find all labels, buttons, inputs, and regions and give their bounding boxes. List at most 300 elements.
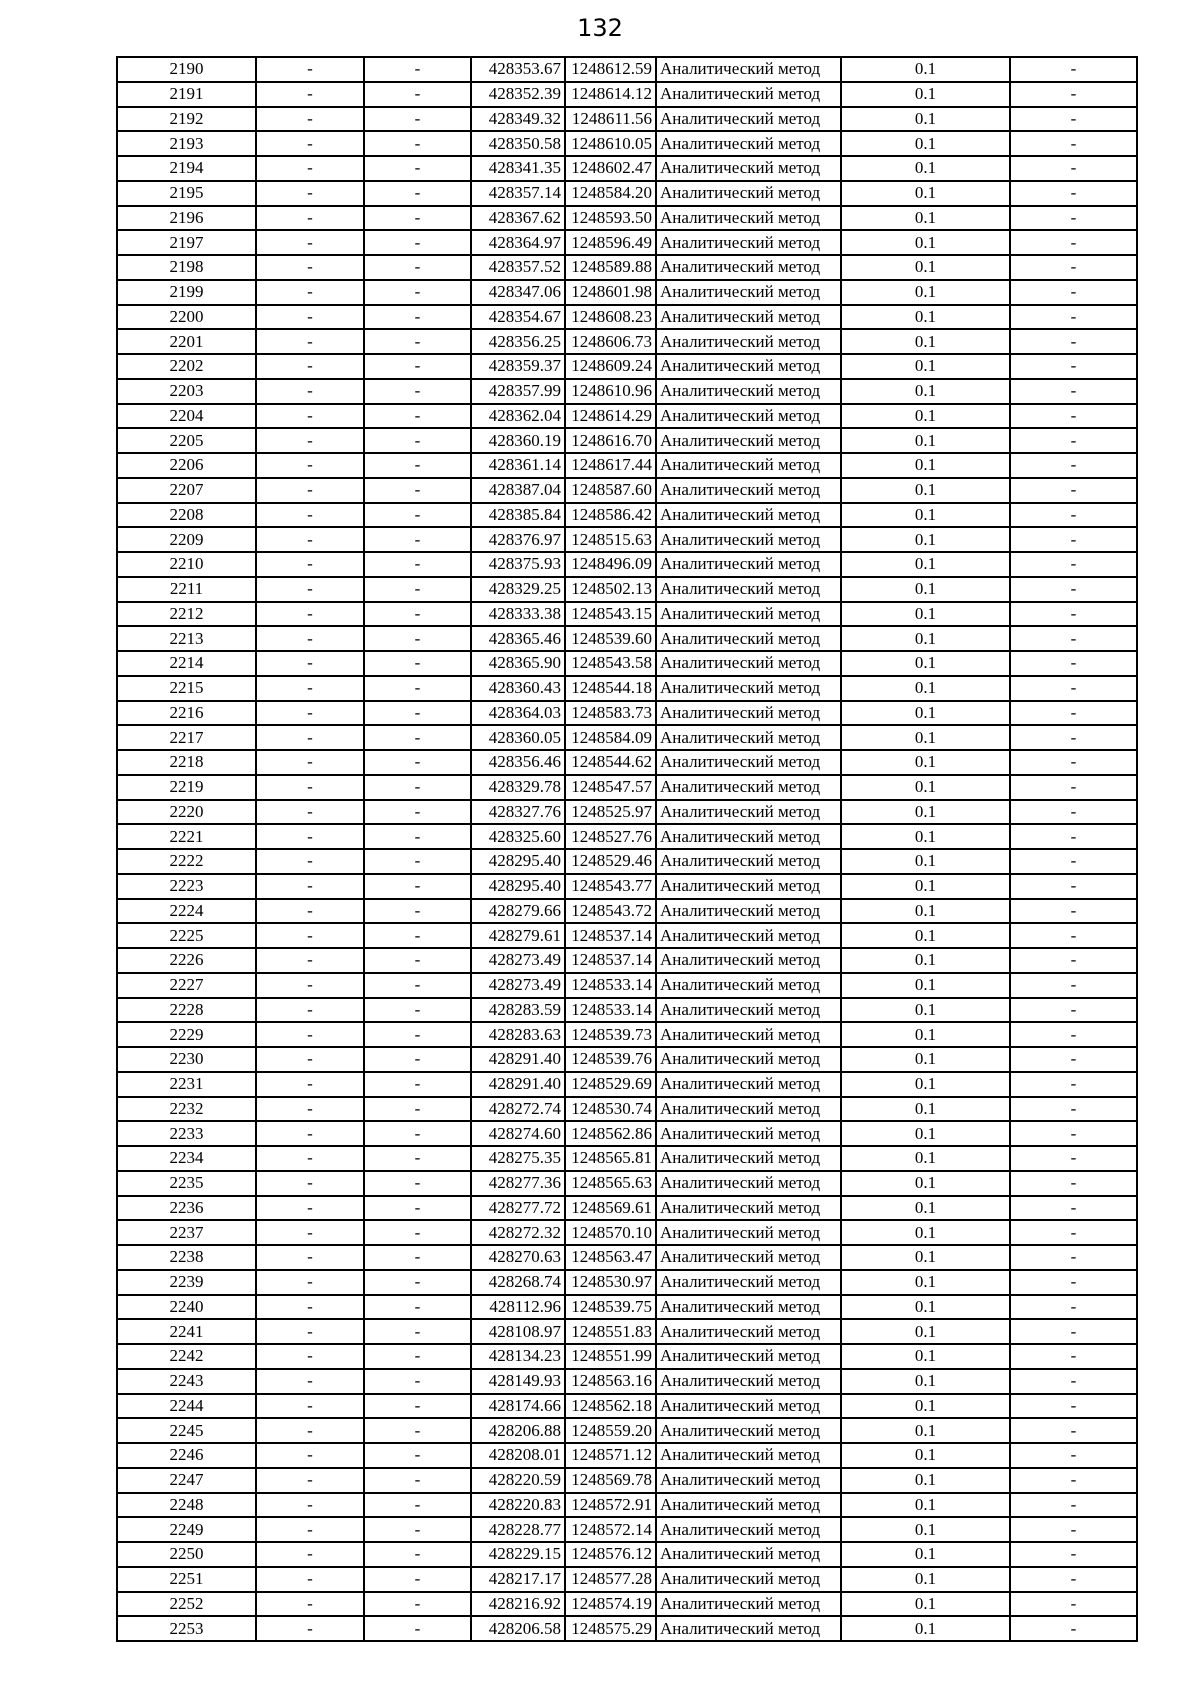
x-coordinate-cell: 428270.63: [471, 1245, 565, 1270]
cell-dash-3: -: [1010, 1517, 1137, 1542]
accuracy-cell: 0.1: [841, 181, 1010, 206]
cell-dash-3: -: [1010, 676, 1137, 701]
y-coordinate-cell: 1248533.14: [565, 973, 656, 998]
table-row: [117, 1344, 1137, 1369]
table-row: [117, 1121, 1137, 1146]
method-cell: Аналитический метод: [656, 849, 841, 874]
cell-dash-2: -: [364, 107, 471, 132]
table-row: [117, 899, 1137, 924]
accuracy-cell: 0.1: [841, 1146, 1010, 1171]
y-coordinate-cell: 1248551.83: [565, 1319, 656, 1344]
method-cell: Аналитический метод: [656, 874, 841, 899]
method-cell: Аналитический метод: [656, 1592, 841, 1617]
accuracy-cell: 0.1: [841, 280, 1010, 305]
accuracy-cell: 0.1: [841, 1270, 1010, 1295]
x-coordinate-cell: 428357.99: [471, 379, 565, 404]
table-row: [117, 280, 1137, 305]
x-coordinate-cell: 428375.93: [471, 552, 565, 577]
point-number-cell: 2232: [117, 1097, 256, 1122]
table-row: [117, 107, 1137, 132]
y-coordinate-cell: 1248569.78: [565, 1468, 656, 1493]
cell-dash-2: -: [364, 651, 471, 676]
y-coordinate-cell: 1248602.47: [565, 156, 656, 181]
cell-dash-3: -: [1010, 626, 1137, 651]
accuracy-cell: 0.1: [841, 824, 1010, 849]
method-cell: Аналитический метод: [656, 1072, 841, 1097]
x-coordinate-cell: 428359.37: [471, 354, 565, 379]
cell-dash-1: -: [256, 527, 364, 552]
x-coordinate-cell: 428365.46: [471, 626, 565, 651]
cell-dash-2: -: [364, 181, 471, 206]
method-cell: Аналитический метод: [656, 948, 841, 973]
table-row: [117, 1047, 1137, 1072]
table-row: [117, 676, 1137, 701]
x-coordinate-cell: 428325.60: [471, 824, 565, 849]
accuracy-cell: 0.1: [841, 156, 1010, 181]
cell-dash-3: -: [1010, 57, 1137, 82]
y-coordinate-cell: 1248543.77: [565, 874, 656, 899]
x-coordinate-cell: 428228.77: [471, 1517, 565, 1542]
method-cell: Аналитический метод: [656, 1146, 841, 1171]
cell-dash-3: -: [1010, 1220, 1137, 1245]
accuracy-cell: 0.1: [841, 354, 1010, 379]
cell-dash-3: -: [1010, 1493, 1137, 1518]
point-number-cell: 2224: [117, 899, 256, 924]
point-number-cell: 2225: [117, 923, 256, 948]
accuracy-cell: 0.1: [841, 1616, 1010, 1641]
method-cell: Аналитический метод: [656, 181, 841, 206]
cell-dash-1: -: [256, 280, 364, 305]
method-cell: Аналитический метод: [656, 478, 841, 503]
cell-dash-3: -: [1010, 156, 1137, 181]
cell-dash-2: -: [364, 923, 471, 948]
cell-dash-2: -: [364, 329, 471, 354]
cell-dash-1: -: [256, 923, 364, 948]
y-coordinate-cell: 1248537.14: [565, 948, 656, 973]
table-row: [117, 1468, 1137, 1493]
table-row: [117, 1319, 1137, 1344]
cell-dash-2: -: [364, 1171, 471, 1196]
x-coordinate-cell: 428352.39: [471, 82, 565, 107]
cell-dash-3: -: [1010, 923, 1137, 948]
table-row: [117, 1517, 1137, 1542]
y-coordinate-cell: 1248563.16: [565, 1369, 656, 1394]
cell-dash-2: -: [364, 478, 471, 503]
cell-dash-3: -: [1010, 701, 1137, 726]
cell-dash-1: -: [256, 230, 364, 255]
method-cell: Аналитический метод: [656, 1245, 841, 1270]
accuracy-cell: 0.1: [841, 1418, 1010, 1443]
point-number-cell: 2217: [117, 725, 256, 750]
table-row: [117, 1220, 1137, 1245]
x-coordinate-cell: 428206.88: [471, 1418, 565, 1443]
y-coordinate-cell: 1248611.56: [565, 107, 656, 132]
x-coordinate-cell: 428356.25: [471, 329, 565, 354]
method-cell: Аналитический метод: [656, 453, 841, 478]
method-cell: Аналитический метод: [656, 156, 841, 181]
x-coordinate-cell: 428275.35: [471, 1146, 565, 1171]
cell-dash-2: -: [364, 1344, 471, 1369]
x-coordinate-cell: 428274.60: [471, 1121, 565, 1146]
cell-dash-1: -: [256, 181, 364, 206]
y-coordinate-cell: 1248543.15: [565, 602, 656, 627]
accuracy-cell: 0.1: [841, 1369, 1010, 1394]
cell-dash-3: -: [1010, 998, 1137, 1023]
cell-dash-1: -: [256, 1567, 364, 1592]
y-coordinate-cell: 1248543.58: [565, 651, 656, 676]
cell-dash-3: -: [1010, 1072, 1137, 1097]
x-coordinate-cell: 428220.59: [471, 1468, 565, 1493]
page-number: 132: [577, 14, 623, 42]
cell-dash-3: -: [1010, 1542, 1137, 1567]
method-cell: Аналитический метод: [656, 107, 841, 132]
cell-dash-3: -: [1010, 255, 1137, 280]
point-number-cell: 2210: [117, 552, 256, 577]
x-coordinate-cell: 428149.93: [471, 1369, 565, 1394]
table-row: [117, 428, 1137, 453]
table-row: [117, 1245, 1137, 1270]
accuracy-cell: 0.1: [841, 131, 1010, 156]
x-coordinate-cell: 428362.04: [471, 404, 565, 429]
method-cell: Аналитический метод: [656, 1542, 841, 1567]
y-coordinate-cell: 1248544.18: [565, 676, 656, 701]
x-coordinate-cell: 428376.97: [471, 527, 565, 552]
point-number-cell: 2238: [117, 1245, 256, 1270]
cell-dash-1: -: [256, 82, 364, 107]
cell-dash-3: -: [1010, 750, 1137, 775]
table-row: [117, 552, 1137, 577]
cell-dash-1: -: [256, 973, 364, 998]
method-cell: Аналитический метод: [656, 82, 841, 107]
accuracy-cell: 0.1: [841, 1121, 1010, 1146]
method-cell: Аналитический метод: [656, 701, 841, 726]
cell-dash-2: -: [364, 527, 471, 552]
cell-dash-2: -: [364, 1493, 471, 1518]
cell-dash-2: -: [364, 1517, 471, 1542]
x-coordinate-cell: 428341.35: [471, 156, 565, 181]
cell-dash-2: -: [364, 82, 471, 107]
method-cell: Аналитический метод: [656, 131, 841, 156]
y-coordinate-cell: 1248565.63: [565, 1171, 656, 1196]
cell-dash-2: -: [364, 577, 471, 602]
cell-dash-3: -: [1010, 379, 1137, 404]
x-coordinate-cell: 428353.67: [471, 57, 565, 82]
cell-dash-2: -: [364, 354, 471, 379]
y-coordinate-cell: 1248551.99: [565, 1344, 656, 1369]
cell-dash-2: -: [364, 1567, 471, 1592]
accuracy-cell: 0.1: [841, 527, 1010, 552]
x-coordinate-cell: 428283.59: [471, 998, 565, 1023]
cell-dash-2: -: [364, 255, 471, 280]
cell-dash-3: -: [1010, 1319, 1137, 1344]
table-row: [117, 527, 1137, 552]
point-number-cell: 2253: [117, 1616, 256, 1641]
method-cell: Аналитический метод: [656, 1369, 841, 1394]
cell-dash-1: -: [256, 1295, 364, 1320]
cell-dash-1: -: [256, 626, 364, 651]
method-cell: Аналитический метод: [656, 552, 841, 577]
accuracy-cell: 0.1: [841, 428, 1010, 453]
table-row: [117, 329, 1137, 354]
point-number-cell: 2241: [117, 1319, 256, 1344]
y-coordinate-cell: 1248571.12: [565, 1443, 656, 1468]
cell-dash-3: -: [1010, 1146, 1137, 1171]
accuracy-cell: 0.1: [841, 503, 1010, 528]
method-cell: Аналитический метод: [656, 280, 841, 305]
accuracy-cell: 0.1: [841, 849, 1010, 874]
cell-dash-1: -: [256, 1369, 364, 1394]
cell-dash-3: -: [1010, 1047, 1137, 1072]
point-number-cell: 2199: [117, 280, 256, 305]
point-number-cell: 2219: [117, 775, 256, 800]
method-cell: Аналитический метод: [656, 725, 841, 750]
accuracy-cell: 0.1: [841, 1592, 1010, 1617]
method-cell: Аналитический метод: [656, 1171, 841, 1196]
y-coordinate-cell: 1248596.49: [565, 230, 656, 255]
table-row: [117, 354, 1137, 379]
accuracy-cell: 0.1: [841, 404, 1010, 429]
x-coordinate-cell: 428360.05: [471, 725, 565, 750]
x-coordinate-cell: 428333.38: [471, 602, 565, 627]
y-coordinate-cell: 1248577.28: [565, 1567, 656, 1592]
point-number-cell: 2194: [117, 156, 256, 181]
method-cell: Аналитический метод: [656, 329, 841, 354]
y-coordinate-cell: 1248562.18: [565, 1394, 656, 1419]
accuracy-cell: 0.1: [841, 750, 1010, 775]
x-coordinate-cell: 428361.14: [471, 453, 565, 478]
method-cell: Аналитический метод: [656, 1319, 841, 1344]
y-coordinate-cell: 1248527.76: [565, 824, 656, 849]
table-row: [117, 255, 1137, 280]
accuracy-cell: 0.1: [841, 305, 1010, 330]
accuracy-cell: 0.1: [841, 1394, 1010, 1419]
method-cell: Аналитический метод: [656, 1517, 841, 1542]
point-number-cell: 2211: [117, 577, 256, 602]
cell-dash-1: -: [256, 1319, 364, 1344]
accuracy-cell: 0.1: [841, 874, 1010, 899]
point-number-cell: 2223: [117, 874, 256, 899]
table-row: [117, 701, 1137, 726]
y-coordinate-cell: 1248576.12: [565, 1542, 656, 1567]
point-number-cell: 2198: [117, 255, 256, 280]
cell-dash-1: -: [256, 354, 364, 379]
table-row: [117, 1394, 1137, 1419]
table-row: [117, 305, 1137, 330]
table-row: [117, 57, 1137, 82]
table-row: [117, 230, 1137, 255]
cell-dash-2: -: [364, 156, 471, 181]
point-number-cell: 2250: [117, 1542, 256, 1567]
method-cell: Аналитический метод: [656, 750, 841, 775]
point-number-cell: 2213: [117, 626, 256, 651]
cell-dash-1: -: [256, 577, 364, 602]
cell-dash-3: -: [1010, 1344, 1137, 1369]
y-coordinate-cell: 1248587.60: [565, 478, 656, 503]
table-row: [117, 1146, 1137, 1171]
cell-dash-3: -: [1010, 280, 1137, 305]
table-row: [117, 824, 1137, 849]
y-coordinate-cell: 1248583.73: [565, 701, 656, 726]
point-number-cell: 2240: [117, 1295, 256, 1320]
table-row: [117, 1418, 1137, 1443]
cell-dash-1: -: [256, 1592, 364, 1617]
y-coordinate-cell: 1248572.91: [565, 1493, 656, 1518]
cell-dash-3: -: [1010, 899, 1137, 924]
cell-dash-3: -: [1010, 82, 1137, 107]
y-coordinate-cell: 1248616.70: [565, 428, 656, 453]
x-coordinate-cell: 428350.58: [471, 131, 565, 156]
point-number-cell: 2228: [117, 998, 256, 1023]
point-number-cell: 2251: [117, 1567, 256, 1592]
y-coordinate-cell: 1248586.42: [565, 503, 656, 528]
table-row: [117, 1270, 1137, 1295]
table-row: [117, 1196, 1137, 1221]
cell-dash-3: -: [1010, 1468, 1137, 1493]
cell-dash-2: -: [364, 131, 471, 156]
cell-dash-1: -: [256, 255, 364, 280]
point-number-cell: 2242: [117, 1344, 256, 1369]
point-number-cell: 2197: [117, 230, 256, 255]
cell-dash-3: -: [1010, 329, 1137, 354]
point-number-cell: 2243: [117, 1369, 256, 1394]
x-coordinate-cell: 428277.36: [471, 1171, 565, 1196]
cell-dash-3: -: [1010, 651, 1137, 676]
y-coordinate-cell: 1248584.09: [565, 725, 656, 750]
cell-dash-2: -: [364, 379, 471, 404]
table-row: [117, 800, 1137, 825]
point-number-cell: 2200: [117, 305, 256, 330]
x-coordinate-cell: 428360.19: [471, 428, 565, 453]
table-row: [117, 156, 1137, 181]
point-number-cell: 2196: [117, 206, 256, 231]
cell-dash-2: -: [364, 552, 471, 577]
accuracy-cell: 0.1: [841, 651, 1010, 676]
y-coordinate-cell: 1248539.60: [565, 626, 656, 651]
table-row: [117, 1097, 1137, 1122]
point-number-cell: 2191: [117, 82, 256, 107]
table-row: [117, 206, 1137, 231]
cell-dash-3: -: [1010, 948, 1137, 973]
y-coordinate-cell: 1248563.47: [565, 1245, 656, 1270]
accuracy-cell: 0.1: [841, 230, 1010, 255]
cell-dash-3: -: [1010, 1443, 1137, 1468]
accuracy-cell: 0.1: [841, 948, 1010, 973]
method-cell: Аналитический метод: [656, 1493, 841, 1518]
y-coordinate-cell: 1248593.50: [565, 206, 656, 231]
y-coordinate-cell: 1248610.96: [565, 379, 656, 404]
x-coordinate-cell: 428279.61: [471, 923, 565, 948]
point-number-cell: 2248: [117, 1493, 256, 1518]
accuracy-cell: 0.1: [841, 800, 1010, 825]
cell-dash-3: -: [1010, 527, 1137, 552]
cell-dash-1: -: [256, 750, 364, 775]
cell-dash-2: -: [364, 1245, 471, 1270]
table-row: [117, 651, 1137, 676]
point-number-cell: 2233: [117, 1121, 256, 1146]
x-coordinate-cell: 428108.97: [471, 1319, 565, 1344]
cell-dash-2: -: [364, 1394, 471, 1419]
point-number-cell: 2234: [117, 1146, 256, 1171]
y-coordinate-cell: 1248502.13: [565, 577, 656, 602]
accuracy-cell: 0.1: [841, 1171, 1010, 1196]
point-number-cell: 2193: [117, 131, 256, 156]
method-cell: Аналитический метод: [656, 1121, 841, 1146]
cell-dash-2: -: [364, 1418, 471, 1443]
table-row: [117, 973, 1137, 998]
cell-dash-3: -: [1010, 107, 1137, 132]
cell-dash-1: -: [256, 404, 364, 429]
cell-dash-1: -: [256, 1171, 364, 1196]
cell-dash-2: -: [364, 626, 471, 651]
point-number-cell: 2246: [117, 1443, 256, 1468]
x-coordinate-cell: 428134.23: [471, 1344, 565, 1369]
method-cell: Аналитический метод: [656, 1344, 841, 1369]
x-coordinate-cell: 428273.49: [471, 948, 565, 973]
point-number-cell: 2209: [117, 527, 256, 552]
cell-dash-3: -: [1010, 1022, 1137, 1047]
method-cell: Аналитический метод: [656, 206, 841, 231]
y-coordinate-cell: 1248543.72: [565, 899, 656, 924]
x-coordinate-cell: 428295.40: [471, 849, 565, 874]
cell-dash-1: -: [256, 206, 364, 231]
table-row: [117, 725, 1137, 750]
y-coordinate-cell: 1248601.98: [565, 280, 656, 305]
accuracy-cell: 0.1: [841, 1220, 1010, 1245]
cell-dash-1: -: [256, 1418, 364, 1443]
cell-dash-1: -: [256, 1072, 364, 1097]
method-cell: Аналитический метод: [656, 230, 841, 255]
accuracy-cell: 0.1: [841, 725, 1010, 750]
y-coordinate-cell: 1248612.59: [565, 57, 656, 82]
cell-dash-1: -: [256, 552, 364, 577]
cell-dash-1: -: [256, 1121, 364, 1146]
cell-dash-2: -: [364, 1146, 471, 1171]
method-cell: Аналитический метод: [656, 973, 841, 998]
method-cell: Аналитический метод: [656, 676, 841, 701]
cell-dash-1: -: [256, 948, 364, 973]
table-row: [117, 849, 1137, 874]
accuracy-cell: 0.1: [841, 1072, 1010, 1097]
cell-dash-3: -: [1010, 577, 1137, 602]
table-row: [117, 998, 1137, 1023]
x-coordinate-cell: 428367.62: [471, 206, 565, 231]
x-coordinate-cell: 428329.25: [471, 577, 565, 602]
accuracy-cell: 0.1: [841, 973, 1010, 998]
cell-dash-2: -: [364, 725, 471, 750]
method-cell: Аналитический метод: [656, 651, 841, 676]
x-coordinate-cell: 428229.15: [471, 1542, 565, 1567]
cell-dash-2: -: [364, 849, 471, 874]
method-cell: Аналитический метод: [656, 800, 841, 825]
x-coordinate-cell: 428283.63: [471, 1022, 565, 1047]
cell-dash-1: -: [256, 701, 364, 726]
table-row: [117, 626, 1137, 651]
cell-dash-1: -: [256, 428, 364, 453]
accuracy-cell: 0.1: [841, 1542, 1010, 1567]
point-number-cell: 2220: [117, 800, 256, 825]
table-row: [117, 453, 1137, 478]
cell-dash-3: -: [1010, 305, 1137, 330]
x-coordinate-cell: 428329.78: [471, 775, 565, 800]
y-coordinate-cell: 1248539.75: [565, 1295, 656, 1320]
cell-dash-2: -: [364, 1592, 471, 1617]
cell-dash-2: -: [364, 428, 471, 453]
method-cell: Аналитический метод: [656, 305, 841, 330]
y-coordinate-cell: 1248559.20: [565, 1418, 656, 1443]
cell-dash-1: -: [256, 676, 364, 701]
table-row: [117, 181, 1137, 206]
point-number-cell: 2237: [117, 1220, 256, 1245]
